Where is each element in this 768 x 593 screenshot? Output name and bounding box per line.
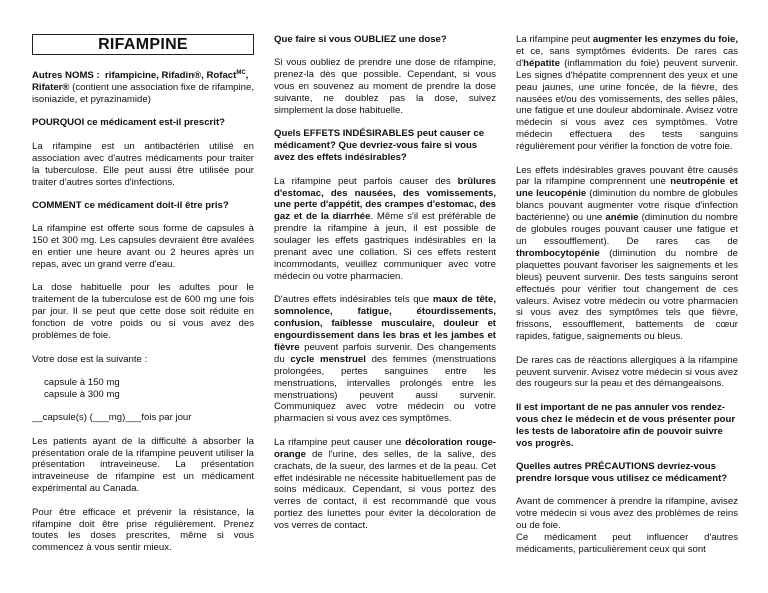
capsule-300-option: capsule à 300 mg (44, 388, 120, 400)
paragraph-precautions: Avant de commencer à prendre la rifampine, avisez votre médecin si vous avez des problèmes de reins ou de foie. (516, 496, 738, 532)
heading-why: POURQUOI ce médicament est-il prescrit? (32, 117, 225, 129)
column-3 (516, 34, 738, 556)
paragraph-serious-effects: Les effets indésirables graves pouvant être causés par la rifampine comprennent une neutropénie et une leucopénie (diminution du nombre de globules blancs pouvant augmenter votre risque d'infection bactérienne) ou une anémie (diminution du nombre de globules rouges pouvant causer une fatigue et un essoufflement). De rares cas de thrombocytopénie (diminution du nombre de plaquettes pouvant favoriser les saignements et les bleus) peuvent survenir. Des tests sanguins seront effectués pour vérifier tout changement de ces valeurs. Avisez votre médecin ou votre pharmacien si vous avez des symptômes tels que fièvre, frissons, essoufflement, battements de cœur rapides, fatigue, saignements ou bleus. (516, 164, 738, 343)
paragraph-difficulty: Les patients ayant de la difficulté à absorber la présentation orale de la rifampine peuvent utiliser la présentation intraveineuse. La présentation intraveineuse de rifampine est un médicament expérimental au Canada. (32, 435, 254, 495)
paragraph-appointments: Il est important de ne pas annuler vos rendez-vous chez le médecin et de vous présenter pour les tests de laboratoire afin de pouvoir suivre vos progrès. (516, 401, 736, 449)
heading-precautions: Quelles autres PRÉCAUTIONS devriez-vous prendre lorsque vous utilisez ce médicament? (516, 461, 728, 484)
column-1 (32, 28, 254, 566)
column-2 (274, 34, 496, 544)
heading-how: COMMENT ce médicament doit-il être pris? (32, 199, 229, 211)
paragraph-why: La rifampine est un antibactérien utilisé en association avec d'autres médicaments pour traiter la tuberculose. Elle peut aussi être utilisée pour traiter d'autres sortes d'infections. (32, 140, 254, 188)
paragraph-liver: La rifampine peut augmenter les enzymes du foie, et ce, sans symptômes évidents. De rares cas d'hépatite (inflammation du foie) peuvent survenir. Les signes d'hépatite comprennent des yeux et une peau jaunes, une urine foncée, de la fièvre, des nausées et/ou des vomissements, des selles pâles, une fatigue et une douleur abdominale. Avisez votre médecin si vous avez ces symptômes. Votre médecin effectuera des tests sanguins régulièrement pour vérifier la fonction de votre foie. (516, 34, 738, 153)
paragraph-interactions: Ce médicament peut influencer d'autres médicaments, particulièrement ceux qui sont (516, 532, 738, 555)
dose-fill-line: __capsule(s) (___mg)___fois par jour (32, 412, 192, 424)
document-title: RIFAMPINE (32, 34, 254, 55)
paragraph-allergy: De rares cas de réactions allergiques à la rifampine peuvent survenir. Avisez votre médecin si vous avez des rougeurs sur la peau et des démangeaisons. (516, 354, 738, 390)
heading-side-effects: Quels EFFETS INDÉSIRABLES peut causer ce médicament? Que devriez-vous faire si vous avez des effets indésirables? (274, 128, 485, 164)
paragraph-forget: Si vous oubliez de prendre une dose de rifampine, prenez-la dès que possible. Cependant, si vous vous en souvenez au moment de prendre la dose suivante, ne doublez pas la dose, suivez simplement la dose habituelle. (274, 57, 496, 117)
paragraph-discoloration: La rifampine peut causer une décoloration rouge-orange de l'urine, des selles, de la salive, des crachats, de la sueur, des larmes et de la peau. Cet effet indésirable ne nécessite habituellement pas de soins médicaux. Cependant, si vous portez des verres de contact, il est recommandé que vous portiez des lunettes pour éviter la décoloration de vos verres de contact. (274, 436, 497, 532)
paragraph-your-dose: Votre dose est la suivante : (32, 353, 148, 365)
capsule-150-option: capsule à 150 mg (44, 376, 120, 388)
paragraph-resistance: Pour être efficace et prévenir la résistance, la rifampine doit être prise régulièrement. Prenez toutes les doses prescrites, même si vous commencez à vous sentir mieux. (32, 506, 254, 554)
heading-forget: Que faire si vous OUBLIEZ une dose? (274, 34, 447, 45)
paragraph-gastric-effects: La rifampine peut parfois causer des brûlures d'estomac, des nausées, des vomissements, une perte d'appétit, des crampes d'estomac, des gaz et de la diarrhée. Même s'il est préférable de prendre la rifampine à jeun, il est possible de soulager les effets gastriques indésirables en la prenant avec une collation. Si ces effets restent incommodants, veuillez communiquer avec votre médecin ou votre pharmacien. (274, 175, 496, 282)
paragraph-other-effects: D'autres effets indésirables tels que maux de tête, somnolence, fatigue, étourdissements, confusion, faiblesse musculaire, douleur et engourdissement dans les bras et les jambes et fièvre peuvent parfois survenir. Des changements du cycle menstruel des femmes (menstruations prolongées, pertes sanguines entre les menstruations, intervalles prolongés entre les menstruations) peuvent aussi survenir. Communiquez avec votre médecin ou votre pharmacien si vous avez ces symptômes. (274, 294, 496, 425)
paragraph-dose: La dose habituelle pour les adultes pour le traitement de la tuberculose est de 600 mg une fois par jour. Il se peut que cette dose soit réduite en fonction de votre poids ou si vous avez des problèmes de foie. (32, 282, 254, 342)
paragraph-how: La rifampine est offerte sous forme de capsules à 150 et 300 mg. Les capsules devraient être avalées en entier une heure avant ou 2 heures après un repas, avec un grand verre d'eau. (32, 223, 254, 271)
other-names: Autres NOMS : rifampicine, Rifadin®, Rofact$^{MC}$, Rifater® (contient une association fixe de rifampine, isoniazide, et pyrazinamide) (32, 70, 254, 105)
